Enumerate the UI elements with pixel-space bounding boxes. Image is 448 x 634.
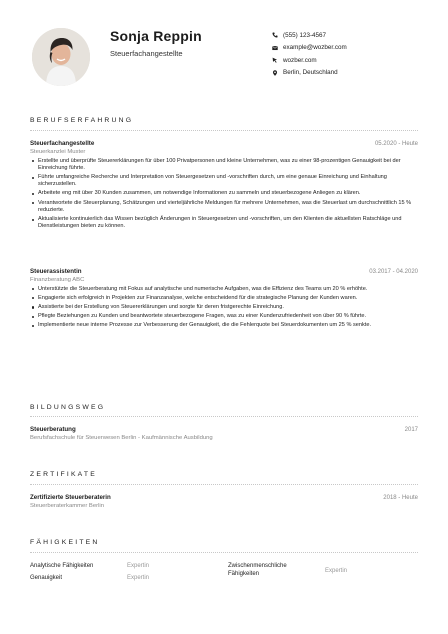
certificate-date: 2018 - Heute: [383, 495, 418, 501]
location-icon: [270, 70, 280, 76]
phone-icon: [270, 32, 280, 38]
contact-email: [270, 42, 347, 55]
resume-header: [0, 0, 448, 100]
link-icon: [270, 57, 280, 63]
contact-website-text[interactable]: wozber.com: [283, 56, 317, 64]
contact-location-text: Berlin, Deutschland: [283, 69, 338, 77]
list-item: Assistierte bei der Erstellung von Steuererklärungen und sorgte für deren fristgerechte Einreichung.: [30, 304, 418, 311]
profile-photo-image: [32, 28, 90, 86]
contact-list: [270, 29, 347, 79]
job-role: Steuerassistentin: [30, 268, 82, 275]
section-divider: [30, 416, 418, 417]
list-item: Führte umfangreiche Recherche und Interpretation von Steuergesetzen und -vorschriften durch, um eine genaue Einreichung und Einhaltung sicherzustellen.: [30, 174, 418, 189]
list-item: Implementierte neue interne Prozesse zur Verbesserung der Genauigkeit, die die Fehlerquote bei Steuerdokumenten um 25 % senkte.: [30, 322, 418, 329]
list-item: Engagierte sich erfolgreich in Projekten zur Finanzanalyse, welche entscheidend für die strategische Planung der Kunden waren.: [30, 295, 418, 302]
section-title-education: BILDUNGSWEG: [30, 404, 106, 411]
skill-name: Genauigkeit: [30, 575, 63, 581]
list-item: Pflegte Beziehungen zu Kunden und beantwortete steuerbezogene Fragen, was zu einer Kundenzufriedenheit von über 90 % führte.: [30, 313, 418, 320]
contact-phone: [270, 29, 347, 42]
experience-entry-2: [30, 268, 418, 331]
contact-phone-text: (555) 123-4567: [283, 31, 327, 39]
job-company: Steuerkanzlei Muster: [30, 148, 86, 155]
job-date: 03.2017 - 04.2020: [369, 269, 418, 275]
list-item: Verantwortete die Steuerplanung, Schätzungen und vierteljährliche Meldungen für mehrere Unternehmen, was die Steuerlast um durchschnittlich 15 % reduzierte.: [30, 200, 418, 215]
candidate-title: Steuerfachangestellte: [110, 49, 183, 58]
candidate-name: Sonja Reppin: [110, 28, 202, 44]
section-title-skills: FÄHIGKEITEN: [30, 539, 100, 546]
contact-location: [270, 67, 347, 80]
contact-email-text[interactable]: example@wozber.com: [283, 44, 347, 52]
section-title-experience: BERUFSERFAHRUNG: [30, 117, 134, 124]
education-entry: [30, 426, 418, 441]
section-divider: [30, 552, 418, 553]
section-divider: [30, 130, 418, 131]
skill-level: Expertin: [127, 563, 150, 569]
skill-level: Expertin: [325, 568, 348, 574]
contact-website: [270, 54, 347, 67]
list-item: Unterstützte die Steuerberatung mit Fokus auf analytische und numerische Aufgaben, was die Effizienz des Teams um 20 % erhöhte.: [30, 286, 418, 293]
skills-list: [30, 563, 418, 593]
experience-entry-1: [30, 140, 418, 233]
certificate-issuer: Steuerberaterkammer Berlin: [30, 502, 104, 509]
job-role: Steuerfachangestellte: [30, 140, 95, 147]
education-school: Berufsfachschule für Steuerwesen Berlin - Kaufmännische Ausbildung: [30, 434, 213, 441]
certificate-entry: [30, 494, 418, 509]
education-degree: Steuerberatung: [30, 426, 76, 433]
job-bullets: [30, 286, 418, 330]
list-item: Erstellte und überprüfte Steuererklärungen für über 100 Privatpersonen und kleine Unternehmen, was zu einer 98-prozentigen Genauigkeit bei der Einreichung führte.: [30, 158, 418, 173]
section-divider: [30, 484, 418, 485]
list-item: Arbeitete eng mit über 30 Kunden zusammen, um notwendige Informationen zu sammeln und steuerbezogene Anliegen zu klären.: [30, 190, 418, 197]
education-date: 2017: [404, 427, 418, 433]
email-icon: [270, 45, 280, 51]
list-item: Aktualisierte kontinuierlich das Wissen bezüglich Änderungen in Steuergesetzen und -vorschriften, um den Klienten die aktuellsten Ratschläge und Dienstleistungen bieten zu können.: [30, 216, 418, 231]
skill-name: Analytische Fähigkeiten: [30, 563, 94, 569]
job-bullets: [30, 158, 418, 231]
skill-level: Expertin: [127, 575, 150, 581]
job-date: 05.2020 - Heute: [374, 141, 418, 147]
job-company: Finanzberatung ABC: [30, 276, 85, 283]
section-title-certificates: ZERTIFIKATE: [30, 471, 97, 478]
certificate-name: Zertifizierte Steuerberaterin: [30, 494, 111, 501]
profile-photo: [32, 28, 90, 86]
skill-name: Zwischenmenschliche Fähigkeiten: [228, 563, 287, 577]
